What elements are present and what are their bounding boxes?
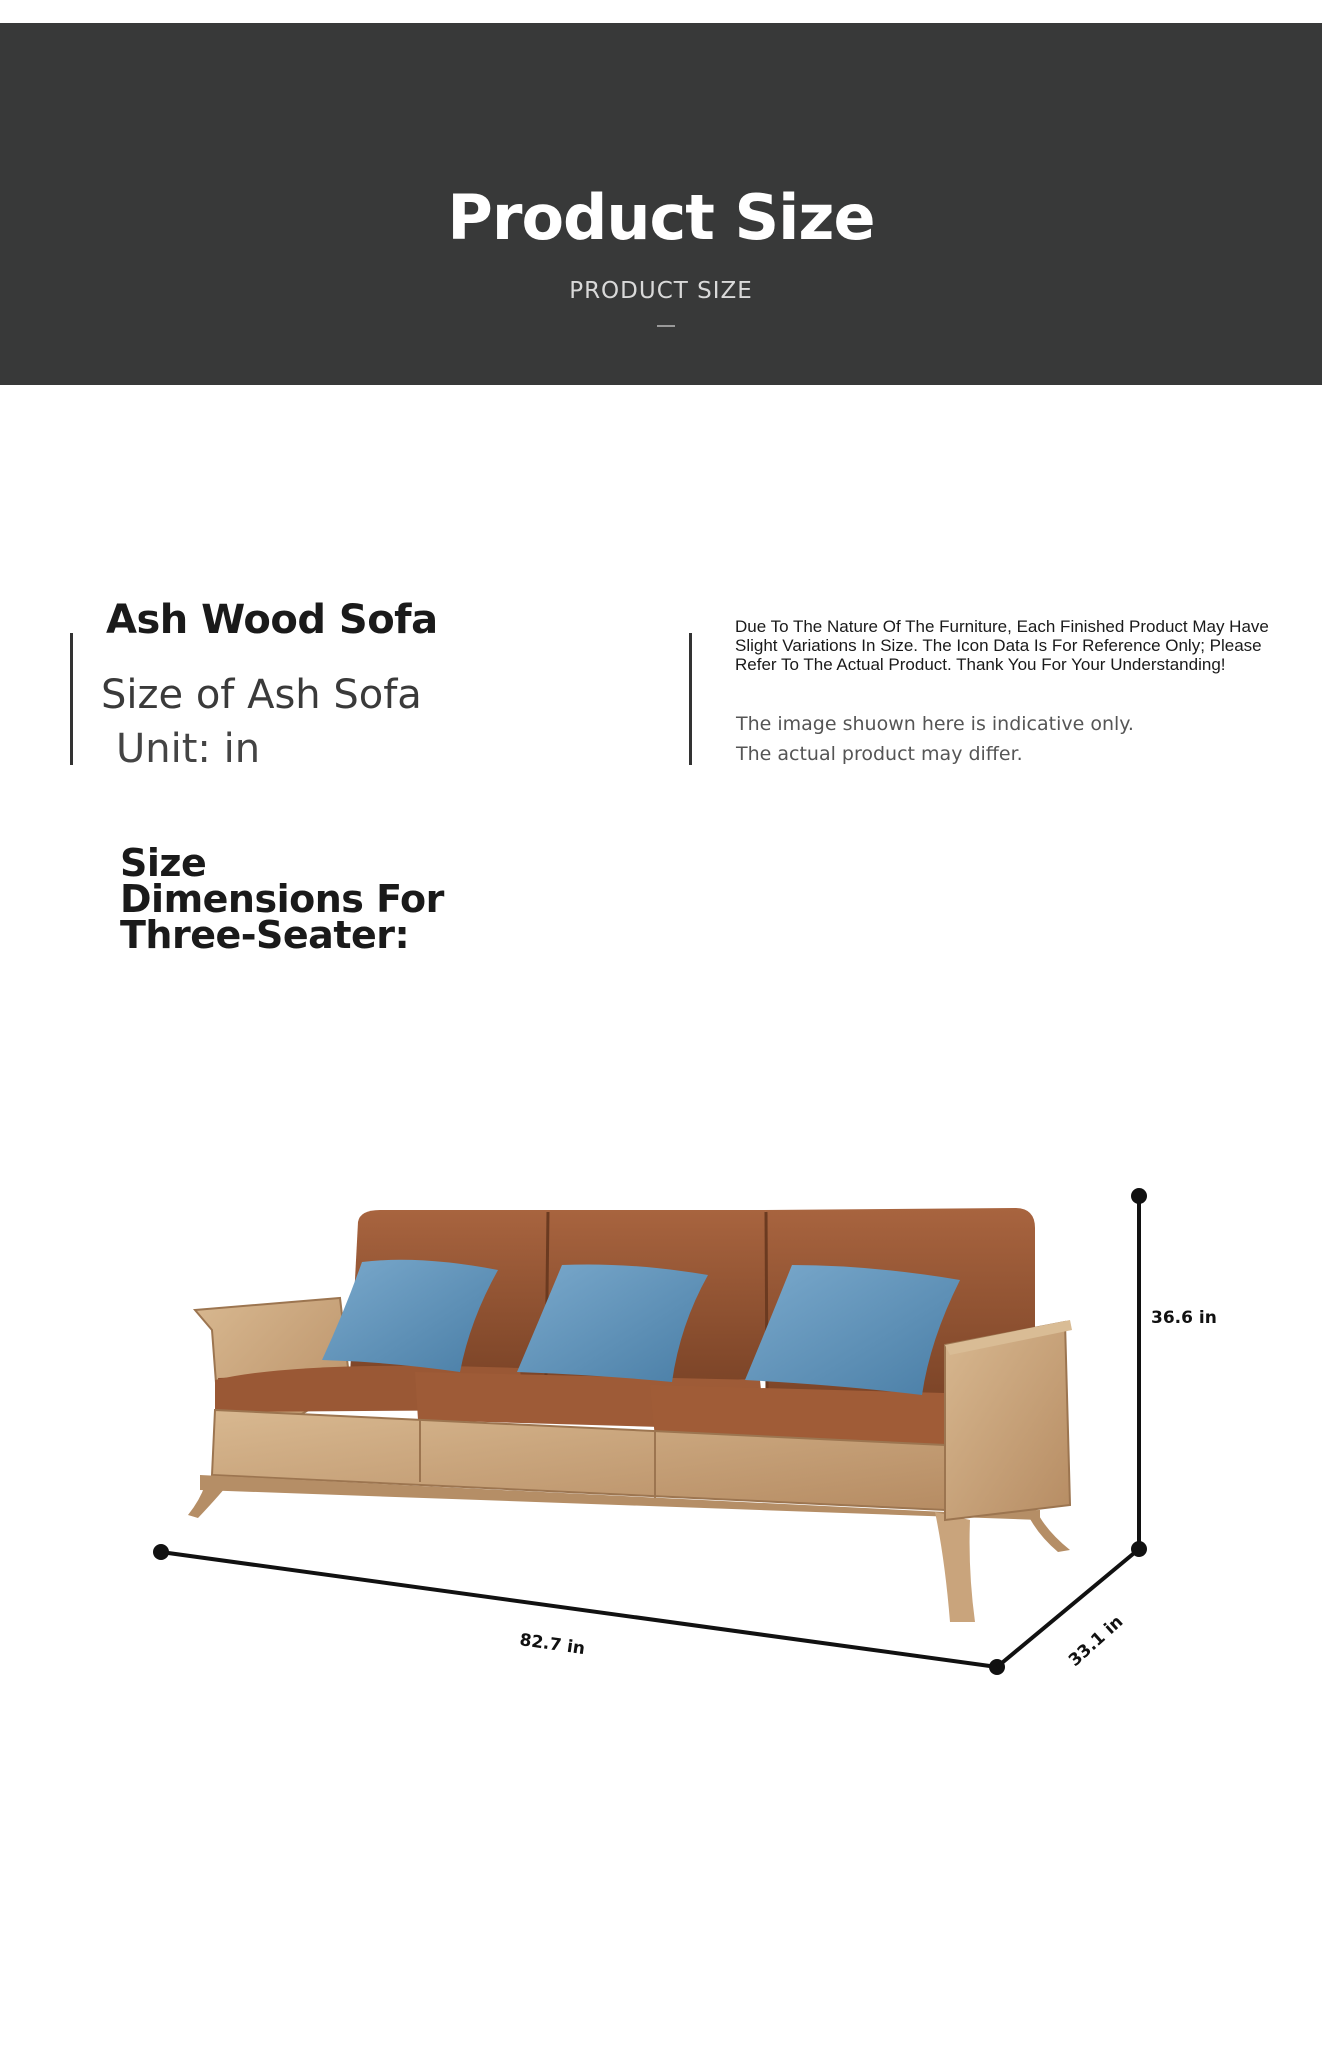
unit-label: Unit: in <box>116 726 261 772</box>
depth-dimension <box>997 1549 1139 1667</box>
image-note-line-1: The image shuown here is indicative only. <box>736 713 1134 735</box>
height-dimension <box>1131 1188 1147 1557</box>
size-label: Size of Ash Sofa <box>101 672 422 718</box>
width-label: 82.7 in <box>518 1630 587 1660</box>
height-label: 36.6 in <box>1151 1308 1217 1328</box>
page-subtitle: PRODUCT SIZE <box>569 278 753 304</box>
page-title: Product Size <box>447 181 875 254</box>
dimensions-title: Size Dimensions For Three-Seater: <box>120 841 444 957</box>
variation-notice: Due To The Nature Of The Furniture, Each Finished Product May Have Slight Variations In Size. The Icon Data Is For Reference Only; Please Refer To The Actual Product. Thank You For Your Understanding! <box>735 617 1269 674</box>
product-name: Ash Wood Sofa <box>106 597 438 643</box>
sofa-image <box>188 1208 1072 1622</box>
depth-label: 33.1 in <box>1064 1611 1128 1671</box>
image-note-line-2: The actual product may differ. <box>736 743 1023 765</box>
